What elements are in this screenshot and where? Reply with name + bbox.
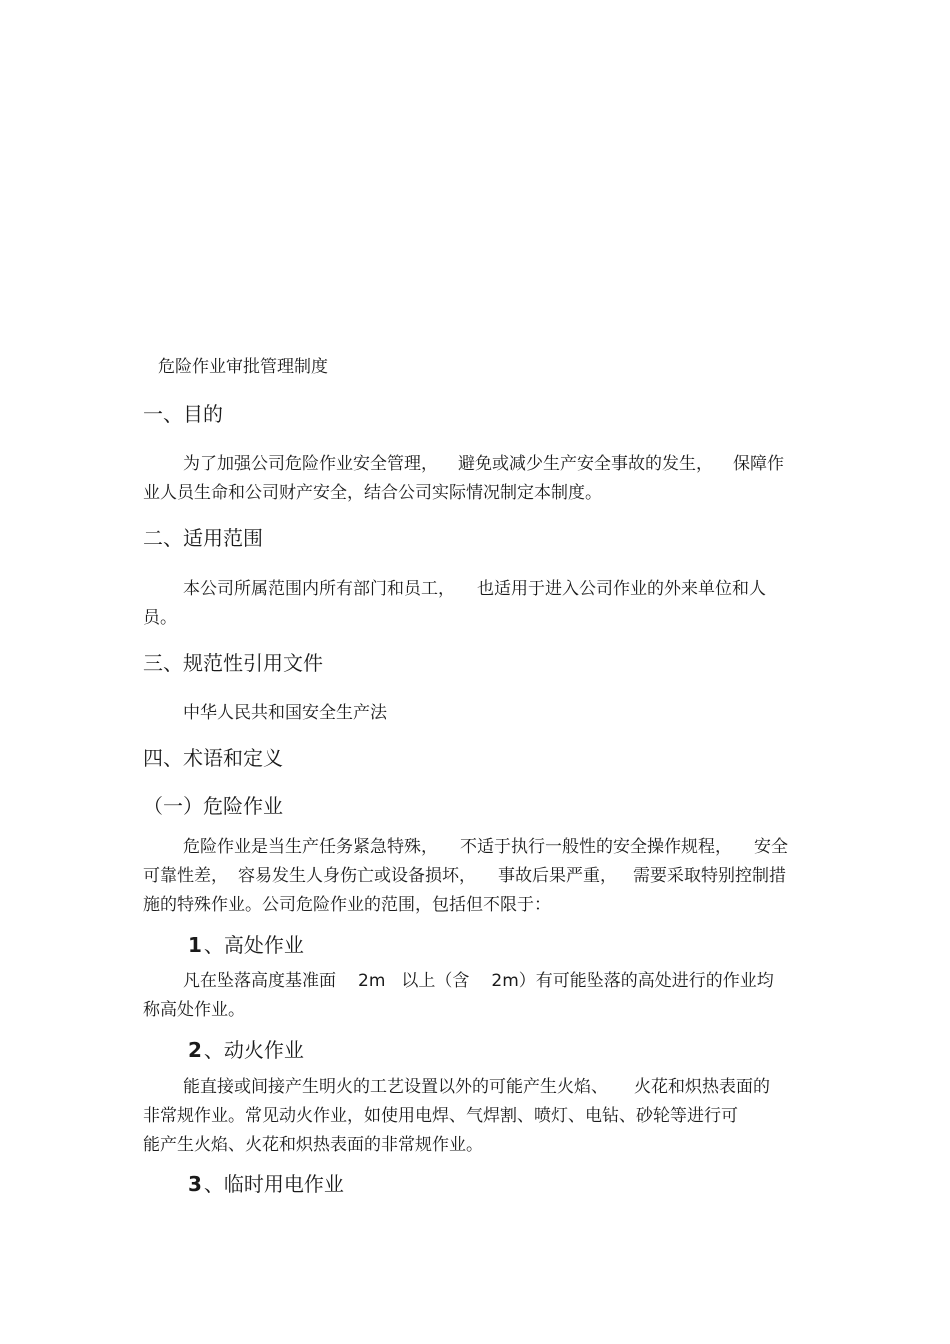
- paragraph-line: [183, 832, 788, 857]
- text-run: 危险作业是当生产任务紧急特殊，: [183, 837, 438, 857]
- text-run: 避免或减少生产安全事故的发生，: [458, 454, 713, 474]
- paragraph-line: [183, 449, 784, 474]
- text-run: 保障作: [733, 454, 784, 474]
- text-run: 2m: [358, 971, 386, 991]
- text-run: 事故后果严重，: [498, 866, 617, 886]
- text-run: 火花和炽热表面的: [634, 1077, 770, 1097]
- paragraph-line: 施的特殊作业。公司危险作业的范围，包括但不限于：: [143, 895, 551, 915]
- text-run: 本公司所属范围内所有部门和员工，: [183, 579, 455, 599]
- text-run: 凡在坠落高度基准面: [183, 971, 336, 991]
- document-title: 危险作业审批管理制度: [158, 357, 328, 377]
- item-title: 、动火作业: [203, 1038, 304, 1062]
- text-run: 为了加强公司危险作业安全管理，: [183, 454, 438, 474]
- item-heading-work-at-height: [188, 929, 304, 958]
- paragraph-line: [143, 861, 786, 886]
- item-number: 1: [188, 933, 202, 957]
- section-heading-references: 三、规范性引用文件: [143, 651, 323, 675]
- paragraph-line: 中华人民共和国安全生产法: [183, 703, 387, 723]
- text-run: 需要采取特别控制措: [633, 866, 786, 886]
- text-run: 2m）有可能坠落的高处进行的作业均: [491, 971, 774, 991]
- text-run: 安全: [754, 837, 788, 857]
- text-run: 以上（含: [401, 971, 470, 991]
- paragraph-line: 称高处作业。: [143, 1000, 245, 1020]
- paragraph-line: 业人员生命和公司财产安全，结合公司实际情况制定本制度。: [143, 483, 602, 503]
- item-number: 2: [188, 1038, 202, 1062]
- item-heading-temporary-power: [188, 1168, 344, 1197]
- section-heading-scope: 二、适用范围: [143, 526, 263, 550]
- subsection-heading-hazardous-work: （一）危险作业: [143, 794, 283, 818]
- paragraph-line: [183, 574, 766, 599]
- item-heading-hot-work: [188, 1034, 304, 1063]
- item-title: 、高处作业: [203, 933, 304, 957]
- text-run: 能直接或间接产生明火的工艺设置以外的可能产生火焰、: [183, 1077, 608, 1097]
- item-number: 3: [188, 1172, 202, 1196]
- text-run: 不适于执行一般性的安全操作规程，: [460, 837, 732, 857]
- section-heading-purpose: 一、目的: [143, 402, 223, 426]
- text-run: 也适用于进入公司作业的外来单位和人: [477, 579, 766, 599]
- paragraph-line: [183, 1072, 770, 1097]
- item-title: 、临时用电作业: [203, 1172, 344, 1196]
- section-heading-definitions: 四、术语和定义: [143, 746, 283, 770]
- text-run: 容易发生人身伤亡或设备损坏，: [238, 866, 476, 886]
- paragraph-line: 能产生火焰、火花和炽热表面的非常规作业。: [143, 1135, 483, 1155]
- paragraph-line: [183, 966, 774, 991]
- text-run: 可靠性差，: [143, 866, 228, 886]
- paragraph-line: 非常规作业。常见动火作业，如使用电焊、气焊割、喷灯、电钻、砂轮等进行可: [143, 1106, 738, 1126]
- paragraph-line: 员。: [143, 608, 177, 628]
